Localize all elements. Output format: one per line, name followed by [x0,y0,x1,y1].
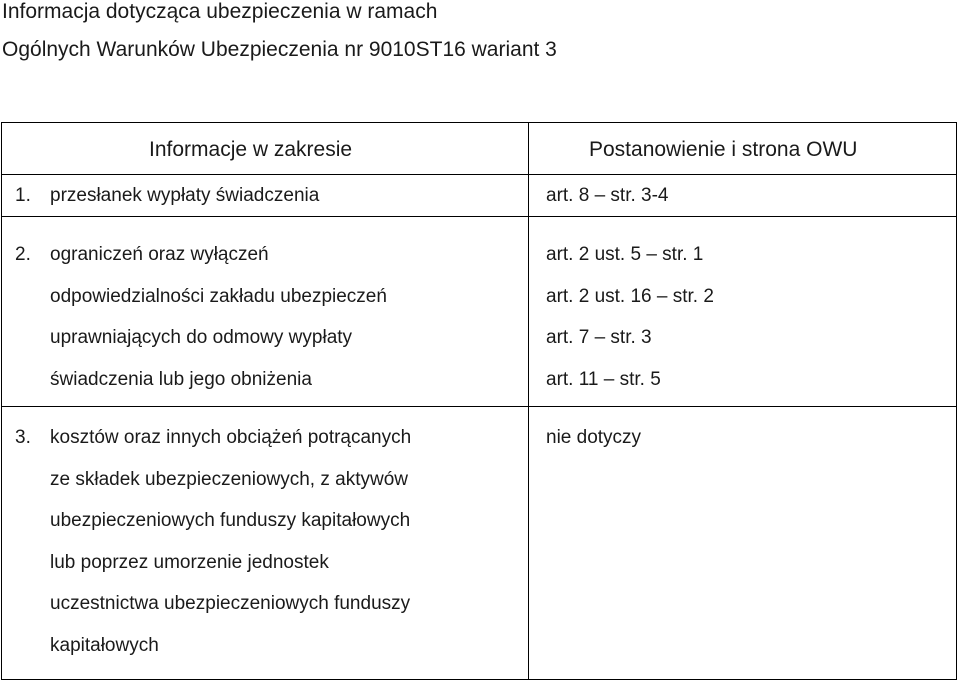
row-1-ref: art. 8 – str. 3-4 [546,185,669,206]
row-number-3: 3. [15,427,31,448]
row-3-description [50,417,411,666]
row-number-1: 1. [15,185,31,206]
row-1-line: przesłanek wypłaty świadczenia [50,185,320,206]
row-2-line: świadczenia lub jego obniżenia [50,368,312,390]
row-3-line: kapitałowych [50,634,159,656]
row-3-ref: nie dotyczy [546,427,642,448]
row-3-line: kosztów oraz innych obciążeń potrącanych [50,427,412,448]
document-title-line-1: Informacja dotycząca ubezpieczenia w ramach [2,0,438,23]
row-number-2: 2. [15,244,31,265]
row-3-reference [546,417,641,459]
column-divider [528,123,529,679]
row-3-line: ubezpieczeniowych funduszy kapitałowych [50,510,411,531]
owu-info-table [1,122,957,680]
document-title-line-2: Ogólnych Warunków Ubezpieczenia nr 9010ST16 wariant 3 [2,38,557,61]
row-1-description [50,175,319,217]
row-2-description [50,234,387,400]
row-2-ref: art. 2 ust. 5 – str. 1 [546,244,704,265]
row-3-line: ze składek ubezpieczeniowych, z aktywów [50,468,409,490]
row-2-ref: art. 7 – str. 3 [546,327,652,348]
row-2-line: ograniczeń oraz wyłączeń [50,244,269,265]
row-2-ref: art. 2 ust. 16 – str. 2 [546,285,714,307]
row-2-line: uprawniających do odmowy wypłaty [50,327,353,348]
header-left: Informacje w zakresie [149,138,353,161]
row-divider-2 [2,406,956,407]
header-right: Postanowienie i strona OWU [589,138,858,161]
row-2-ref: art. 11 – str. 5 [546,368,661,390]
row-2-line: odpowiedzialności zakładu ubezpieczeń [50,285,387,307]
row-2-references [546,234,714,400]
row-3-line: uczestnictwa ubezpieczeniowych funduszy [50,593,411,614]
row-1-reference [546,175,669,217]
row-3-line: lub poprzez umorzenie jednostek [50,551,329,573]
